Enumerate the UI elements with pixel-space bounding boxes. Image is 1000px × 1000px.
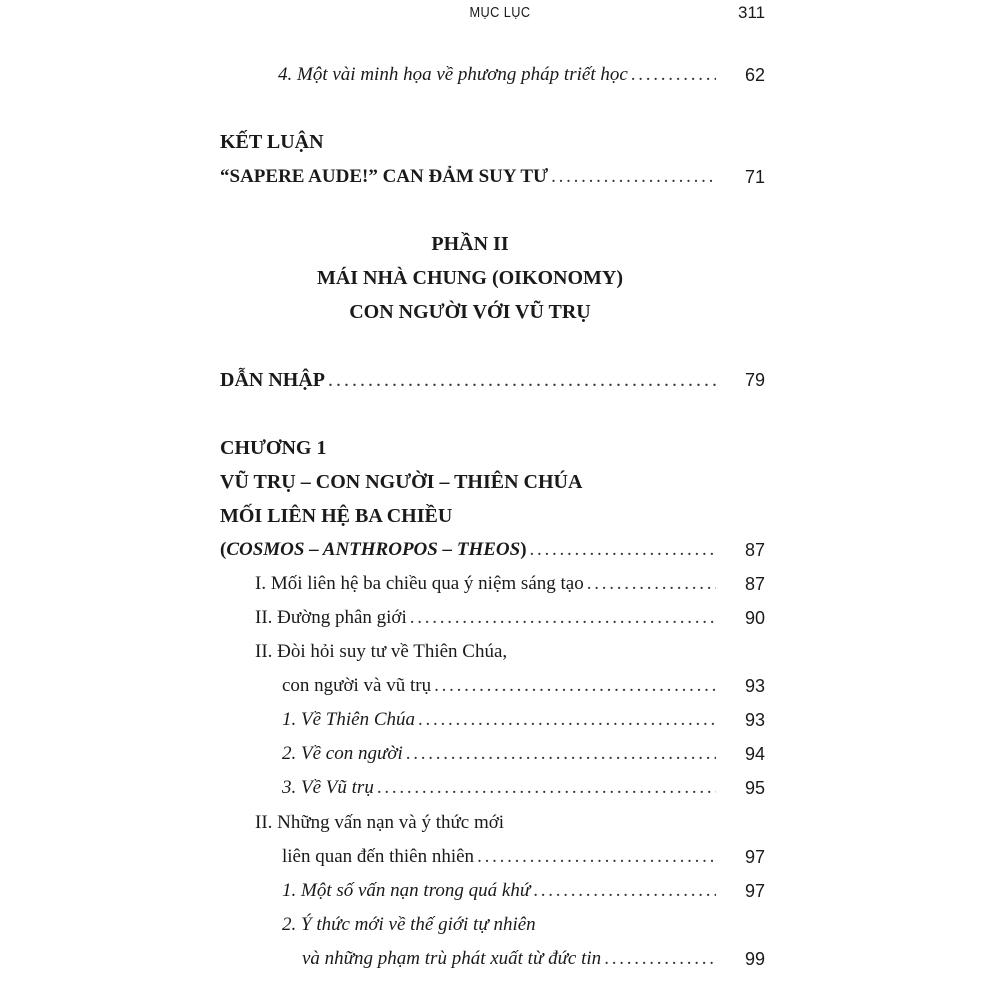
toc-leader-dots bbox=[328, 366, 716, 394]
toc-page-number: 62 bbox=[745, 65, 766, 85]
part-heading-title: MÁI NHÀ CHUNG (OIKONOMY) bbox=[316, 267, 624, 289]
toc-entry-label: II. Đường phân giới bbox=[255, 607, 407, 628]
paren-open: ( bbox=[220, 539, 227, 560]
toc-entry[interactable] bbox=[282, 843, 718, 871]
running-header-title: MỤC LỤC bbox=[469, 4, 531, 21]
toc-leader-dots bbox=[631, 61, 716, 89]
toc-entry[interactable] bbox=[255, 570, 718, 598]
toc-entry-label: II. Những vấn nạn và ý thức mới bbox=[255, 812, 505, 833]
toc-leader-dots bbox=[477, 843, 716, 871]
toc-entry-label: 2. Về con người bbox=[282, 743, 403, 764]
toc-leader-dots bbox=[434, 672, 716, 700]
running-header-page-number: 311 bbox=[738, 3, 766, 22]
toc-page-number: 94 bbox=[745, 744, 766, 764]
toc-page-number: 97 bbox=[745, 881, 766, 901]
toc-entry-label: “SAPERE AUDE!” CAN ĐẢM SUY TƯ bbox=[220, 166, 549, 187]
toc-entry-label: liên quan đến thiên nhiên bbox=[282, 846, 475, 867]
chapter-heading-number: CHƯƠNG 1 bbox=[220, 437, 327, 459]
toc-entry[interactable] bbox=[282, 774, 718, 802]
toc-entry[interactable] bbox=[255, 604, 718, 632]
toc-page-number: 87 bbox=[745, 574, 766, 594]
toc-leader-dots bbox=[533, 877, 716, 905]
toc-page-number: 79 bbox=[745, 370, 766, 390]
greek-terms: COSMOS – ANTHROPOS – THEOS bbox=[226, 539, 521, 560]
toc-entry-line1 bbox=[282, 911, 718, 939]
toc-entry-line1 bbox=[255, 638, 718, 666]
toc-entry[interactable] bbox=[282, 740, 718, 768]
paren-close: ) bbox=[520, 539, 527, 560]
part-heading-number: PHẦN II bbox=[431, 233, 509, 255]
toc-entry-line1 bbox=[255, 809, 718, 837]
toc-entry-label: 1. Về Thiên Chúa bbox=[282, 709, 415, 730]
toc-leader-dots bbox=[587, 570, 716, 598]
toc-leader-dots bbox=[406, 740, 716, 768]
toc-entry-label: 1. Một số vấn nạn trong quá khứ bbox=[282, 880, 531, 901]
toc-page-number: 93 bbox=[745, 710, 766, 730]
toc-entry[interactable] bbox=[302, 945, 718, 973]
toc-page-number: 87 bbox=[745, 540, 766, 560]
toc-leader-dots bbox=[377, 774, 716, 802]
section-heading-ketluan: KẾT LUẬN bbox=[220, 131, 324, 153]
toc-entry-label: DẪN NHẬP bbox=[220, 369, 325, 391]
toc-leader-dots bbox=[530, 536, 716, 564]
toc-entry[interactable] bbox=[220, 366, 718, 394]
toc-entry-label: 4. Một vài minh họa về phương pháp triết học bbox=[278, 64, 628, 85]
chapter-heading-subtitle: MỐI LIÊN HỆ BA CHIỀU bbox=[220, 505, 453, 527]
toc-entry-label: II. Đòi hỏi suy tư về Thiên Chúa, bbox=[255, 641, 508, 662]
toc-entry[interactable] bbox=[282, 706, 718, 734]
toc-entry-label: 3. Về Vũ trụ bbox=[282, 777, 374, 798]
toc-leader-dots bbox=[551, 163, 716, 191]
toc-entry-label: I. Mối liên hệ ba chiều qua ý niệm sáng tạo bbox=[255, 573, 584, 594]
chapter-heading-title: VŨ TRỤ – CON NGƯỜI – THIÊN CHÚA bbox=[220, 471, 583, 493]
toc-page-number: 93 bbox=[745, 676, 766, 696]
toc-leader-dots bbox=[604, 945, 716, 973]
toc-page-number: 90 bbox=[745, 608, 766, 628]
toc-entry[interactable] bbox=[282, 672, 718, 700]
toc-page-number: 95 bbox=[745, 778, 766, 798]
toc-entry-label bbox=[220, 536, 527, 564]
toc-entry-label: con người và vũ trụ bbox=[282, 675, 432, 696]
toc-entry-label: 2. Ý thức mới về thế giới tự nhiên bbox=[282, 914, 536, 935]
toc-leader-dots bbox=[410, 604, 716, 632]
toc-entry-label: và những phạm trù phát xuất từ đức tin bbox=[302, 948, 602, 969]
toc-entry[interactable] bbox=[278, 61, 718, 89]
toc-leader-dots bbox=[418, 706, 716, 734]
toc-entry[interactable] bbox=[220, 536, 718, 564]
toc-entry[interactable] bbox=[282, 877, 718, 905]
toc-entry[interactable] bbox=[220, 163, 718, 191]
part-heading-subtitle: CON NGƯỜI VỚI VŨ TRỤ bbox=[349, 301, 591, 323]
toc-page-number: 99 bbox=[745, 949, 766, 969]
toc-page-number: 71 bbox=[745, 167, 766, 187]
toc-page-number: 97 bbox=[745, 847, 766, 867]
